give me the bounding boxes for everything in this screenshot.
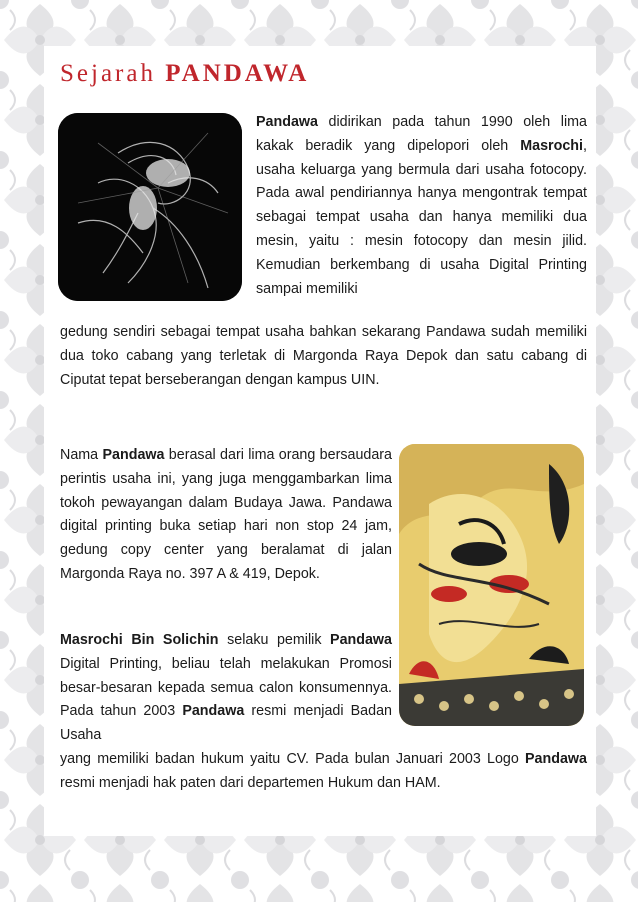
paragraph-3-bottom [60,748,587,796]
paragraph-3-text-cont: Digital Printing, beliau telah melakukan Promosi besar-besaran kepada semua calon konsumennya. Pada tahun 2003 [60,655,392,720]
bold-pandawa: Pandawa [330,632,393,648]
paragraph-1-text-cont: , usaha keluarga yang bermula dari usaha fotocopy. Pada awal pendiriannya hanya mengontrak tempat sebagai tempat usaha dan hanya memiliki dua mesin, yaitu : mesin fotocopy dan mesin jilid. Kemudian berkembang di usaha Digital Printing sampai memiliki [256,137,587,297]
paragraph-3-bottom-text-cont: resmi menjadi hak paten dari departemen Hukum dan HAM. [60,774,441,791]
paragraph-3-bottom-text: yang memiliki badan hukum yaitu CV. Pada bulan Januari 2003 Logo [60,751,526,767]
wayang-painting [399,444,584,726]
bold-masrochi: Masrochi [520,137,584,154]
title-word-sejarah: Sejarah [60,60,156,87]
page-title [60,60,309,88]
title-word-pandawa: PANDAWA [165,60,310,87]
bold-owner-name: Masrochi Bin Solichin [60,632,219,648]
bold-pandawa-2: Pandawa [182,703,245,720]
bold-pandawa: Pandawa [256,114,318,130]
paragraph-3-top [60,629,392,748]
paragraph-1-top [256,111,587,301]
paragraph-2-text-cont: berasal dari lima orang bersaudara perintis usaha ini, yang juga menggambarkan lima tokoh pewayangan dalam Budaya Jawa. Pandawa digital printing buka setiap hari non stop 24 jam, gedung copy center yang beralamat di jalan Margonda Raya no. 397 A & 419, Depok. [60,447,393,582]
paragraph-3-text: selaku pemilik [218,632,331,648]
paragraph-3-text-end: resmi menjadi Badan Usaha [60,703,392,744]
wayang-photo-dark [58,113,242,301]
bold-pandawa-3: Pandawa [525,751,587,767]
paragraph-2-text: Nama [60,447,103,463]
paragraph-1-text: didirikan pada tahun 1990 oleh lima kakak beradik yang dipelopori oleh [256,114,587,154]
paragraph-2 [60,444,392,587]
paragraph-1-bottom: gedung sendiri sebagai tempat usaha bahkan sekarang Pandawa sudah memiliki dua toko cabang yang terletak di Margonda Raya Depok dan satu cabang di Ciputat tepat berseberangan dengan kampus UIN. [60,324,587,388]
bold-pandawa: Pandawa [102,447,165,463]
